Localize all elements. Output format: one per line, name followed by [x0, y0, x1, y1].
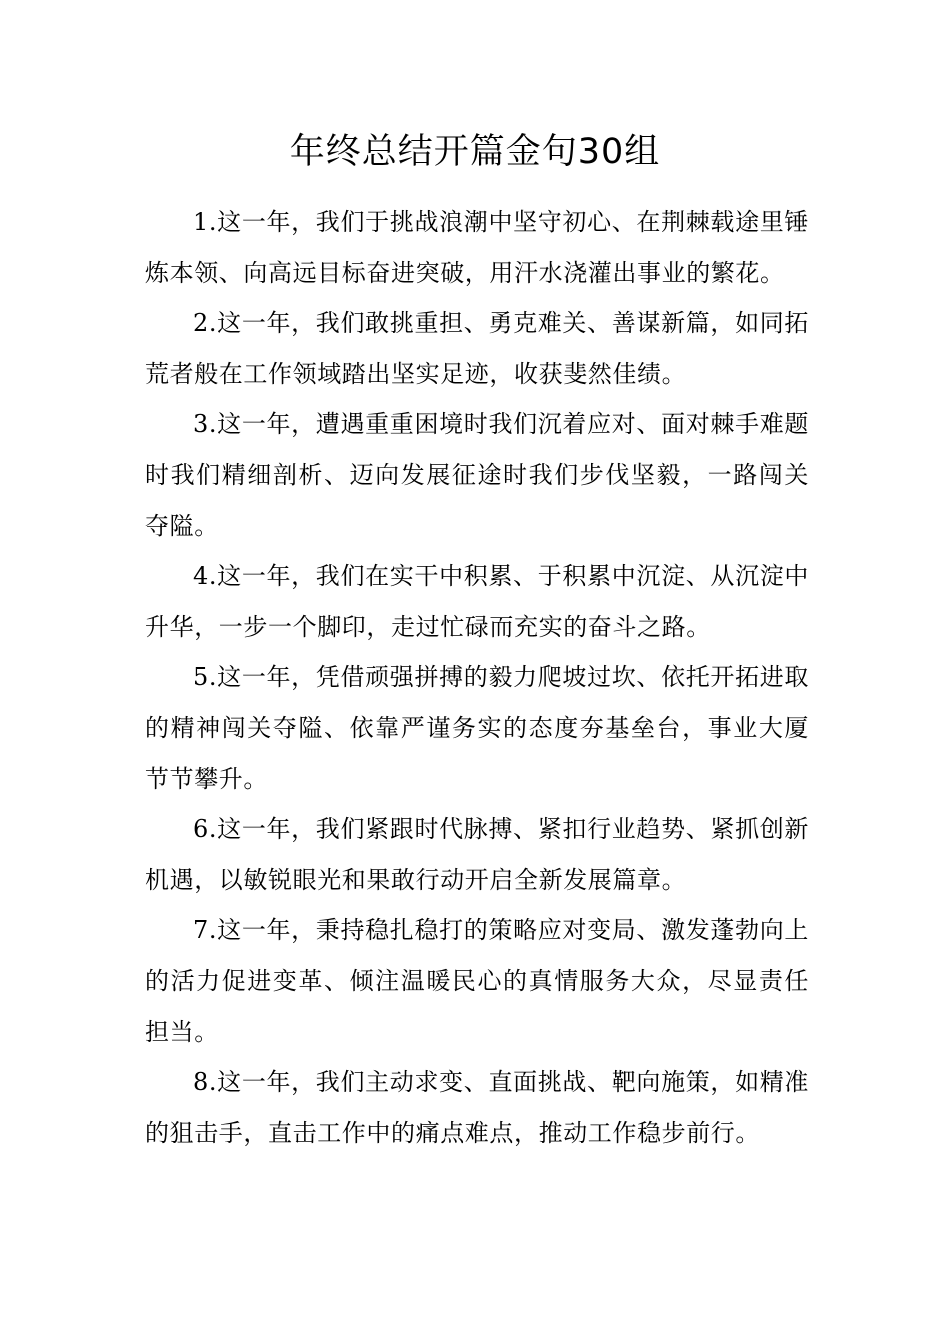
paragraph-7: 7.这一年，秉持稳扎稳打的策略应对变局、激发蓬勃向上的活力促进变革、倾注温暖民心的真情服务大众，尽显责任担当。: [145, 916, 809, 1046]
paragraph-8: 8.这一年，我们主动求变、直面挑战、靶向施策，如精准的狙击手，直击工作中的痛点难点，推动工作稳步前行。: [145, 1068, 809, 1147]
document-title: 年终总结开篇金句30组: [289, 132, 661, 172]
paragraph-5: 5.这一年，凭借顽强拼搏的毅力爬坡过坎、依托开拓进取的精神闯关夺隘、依靠严谨务实的态度夯基垒台，事业大厦节节攀升。: [145, 663, 809, 793]
paragraph-3: 3.这一年，遭遇重重困境时我们沉着应对、面对棘手难题时我们精细剖析、迈向发展征途时我们步伐坚毅，一路闯关夺隘。: [145, 410, 809, 540]
paragraph-6: 6.这一年，我们紧跟时代脉搏、紧扣行业趋势、紧抓创新机遇，以敏锐眼光和果敢行动开启全新发展篇章。: [145, 815, 809, 894]
paragraph-4: 4.这一年，我们在实干中积累、于积累中沉淀、从沉淀中升华，一步一个脚印，走过忙碌而充实的奋斗之路。: [145, 562, 809, 641]
paragraph-1: 1.这一年，我们于挑战浪潮中坚守初心、在荆棘载途里锤炼本领、向高远目标奋进突破，用汗水浇灌出事业的繁花。: [145, 208, 809, 287]
paragraph-2: 2.这一年，我们敢挑重担、勇克难关、善谋新篇，如同拓荒者般在工作领域踏出坚实足迹，收获斐然佳绩。: [145, 309, 809, 388]
document-body: [145, 197, 809, 1158]
